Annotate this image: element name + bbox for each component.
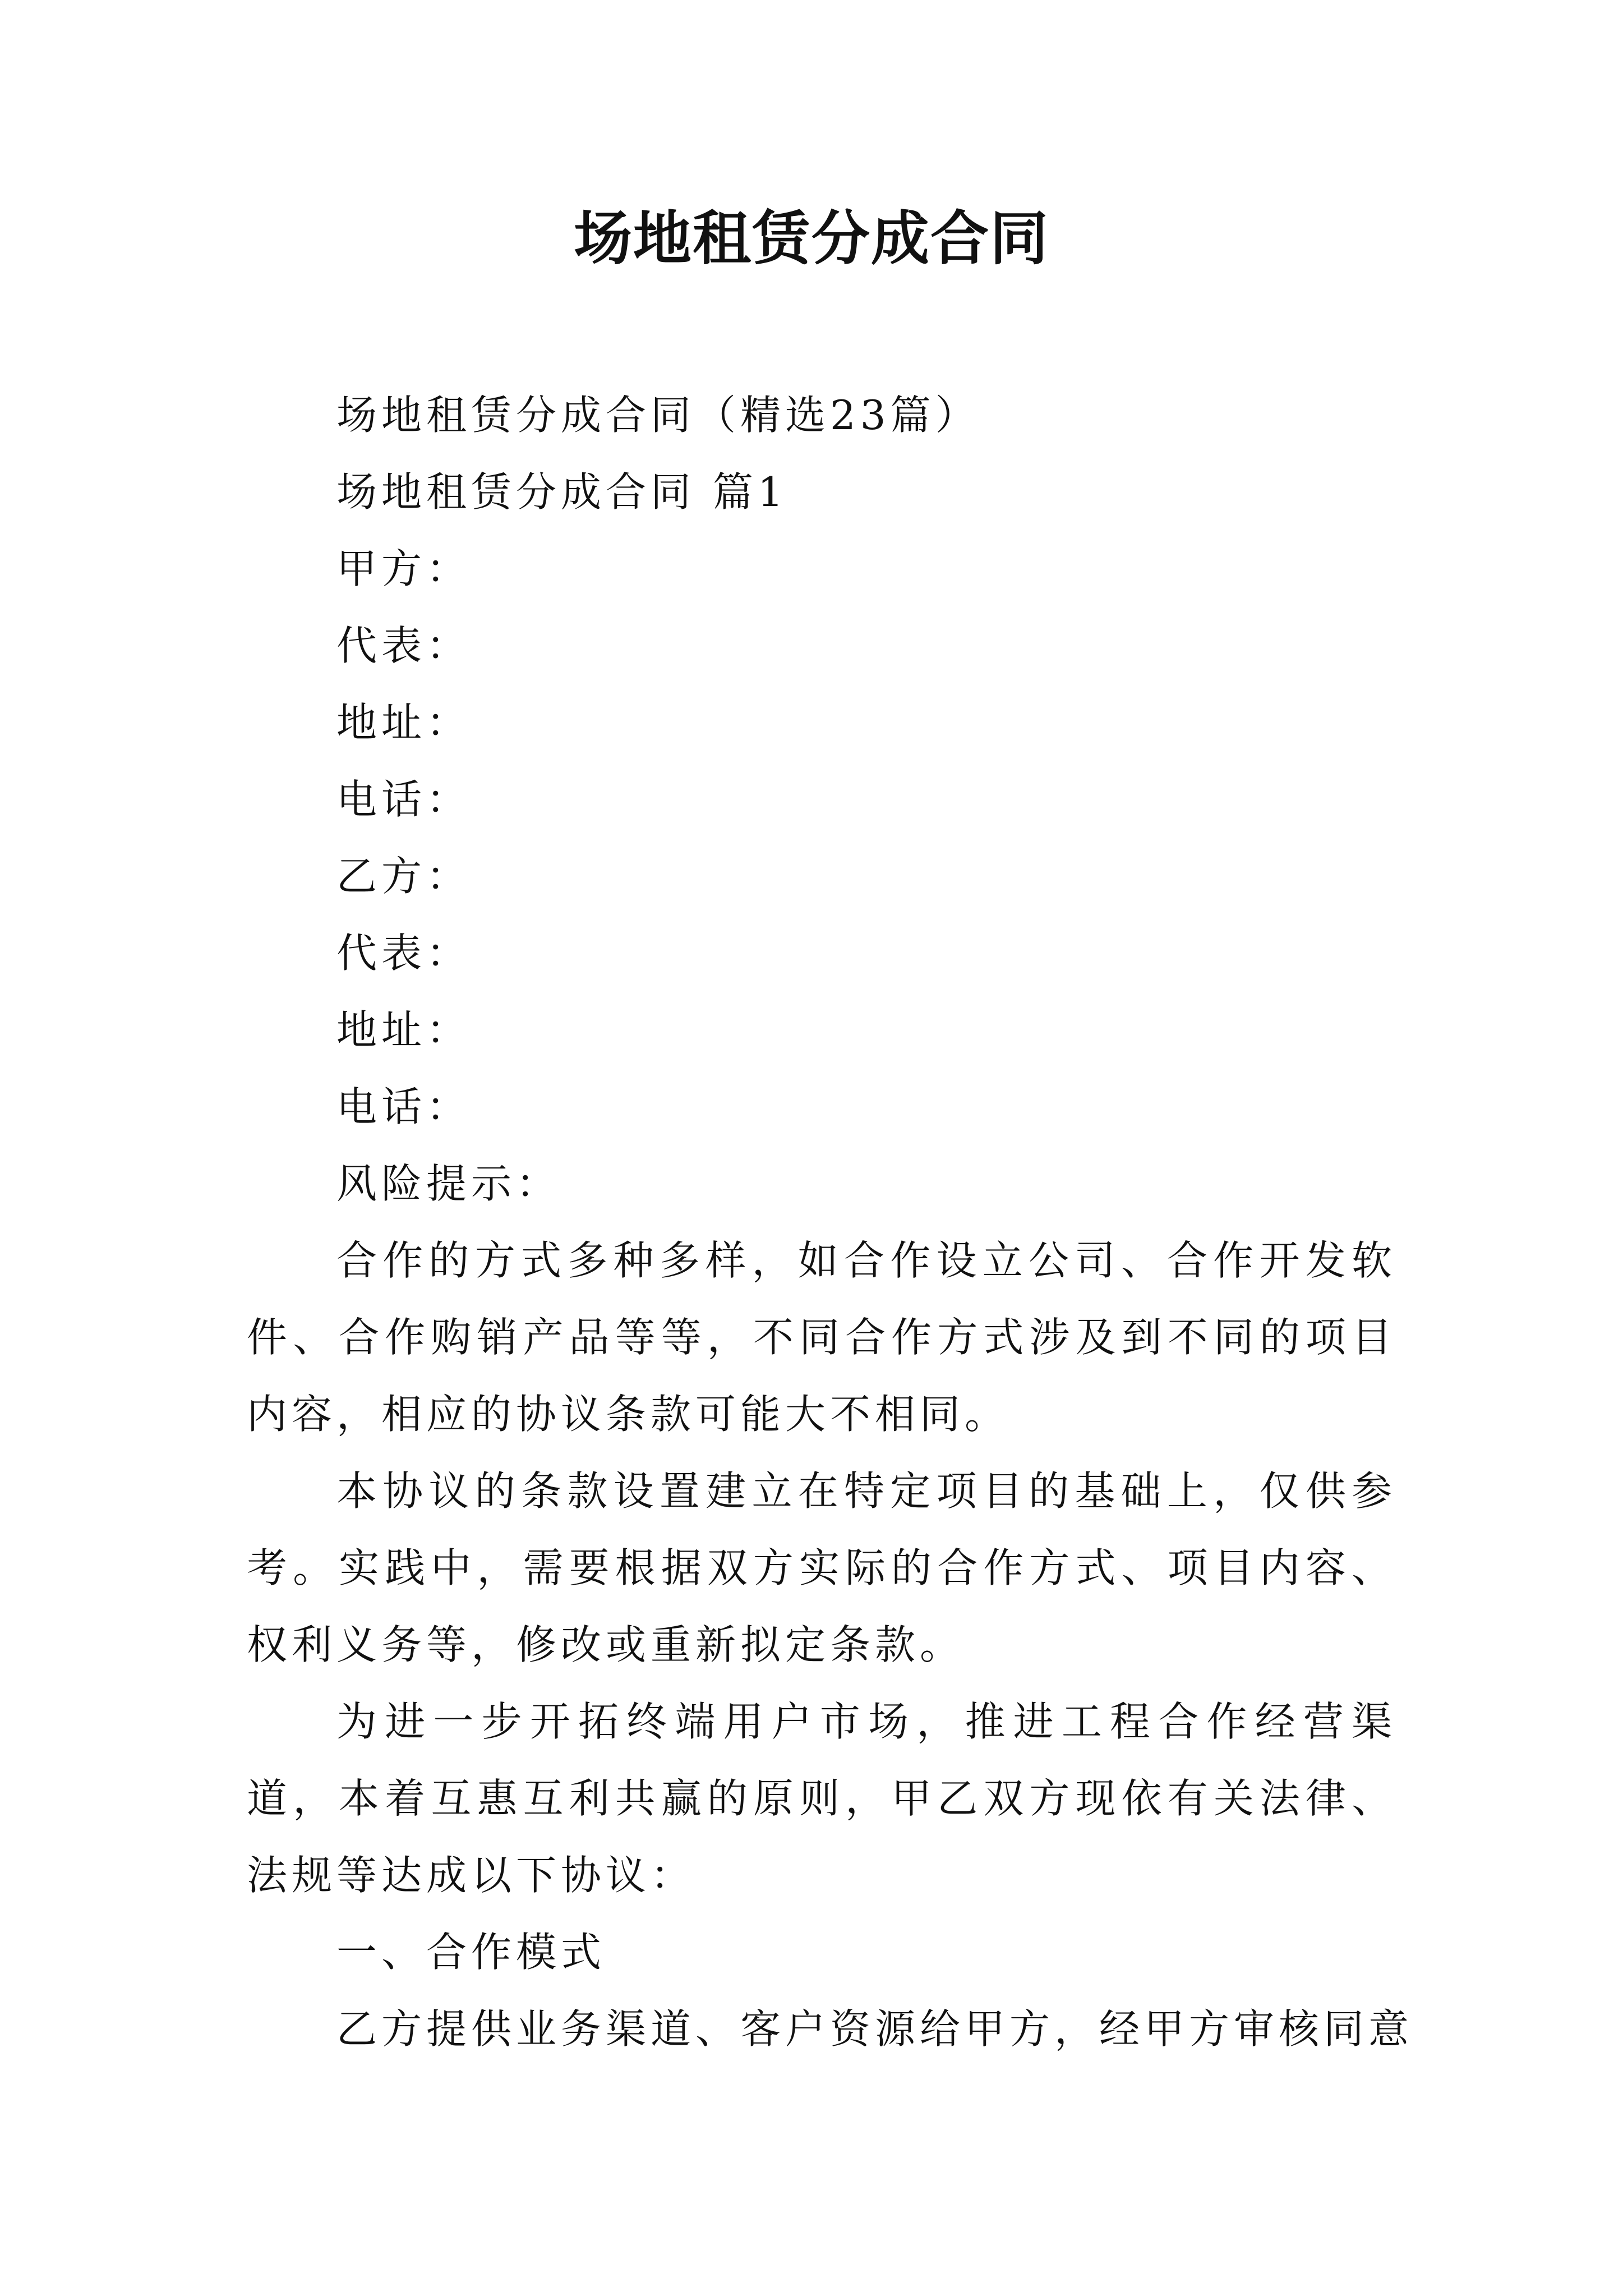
party-a-label: 甲方： [336, 545, 472, 592]
paragraph-cooperation-methods: 合作的方式多种多样，如合作设立公司、合作开发软件、合作购销产品等等，不同合作方式涉及到不同的项目内容，相应的协议条款可能大不相同。 [247, 1237, 1396, 1438]
section-heading: 场地租赁分成合同 篇1 [336, 468, 788, 516]
party-a-phone: 电话： [336, 776, 472, 823]
document-subtitle: 场地租赁分成合同（精选23篇） [336, 392, 980, 439]
risk-heading: 风险提示： [336, 1160, 561, 1207]
party-b-phone: 电话： [336, 1083, 472, 1130]
party-b-label: 乙方： [336, 853, 472, 900]
paragraph-reference-note: 本协议的条款设置建立在特定项目的基础上，仅供参考。实践中，需要根据双方实际的合作方式、项目内容、权利义务等，修改或重新拟定条款。 [247, 1467, 1396, 1668]
document-body [247, 377, 1414, 2068]
clause-first-line: 乙方提供业务渠道、客户资源给甲方，经甲方审核同意 [336, 2005, 1414, 2053]
clause-heading: 一、合作模式 [336, 1929, 606, 1976]
party-a-address: 地址： [336, 699, 472, 746]
party-b-representative: 代表： [336, 930, 472, 977]
document-title: 场地租赁分成合同 [573, 204, 1049, 273]
party-a-representative: 代表： [336, 622, 472, 669]
paragraph-agreement-intro: 为进一步开拓终端用户市场，推进工程合作经营渠道，本着互惠互利共赢的原则，甲乙双方现依有关法律、法规等达成以下协议： [247, 1698, 1396, 1899]
party-b-address: 地址： [336, 1006, 472, 1053]
